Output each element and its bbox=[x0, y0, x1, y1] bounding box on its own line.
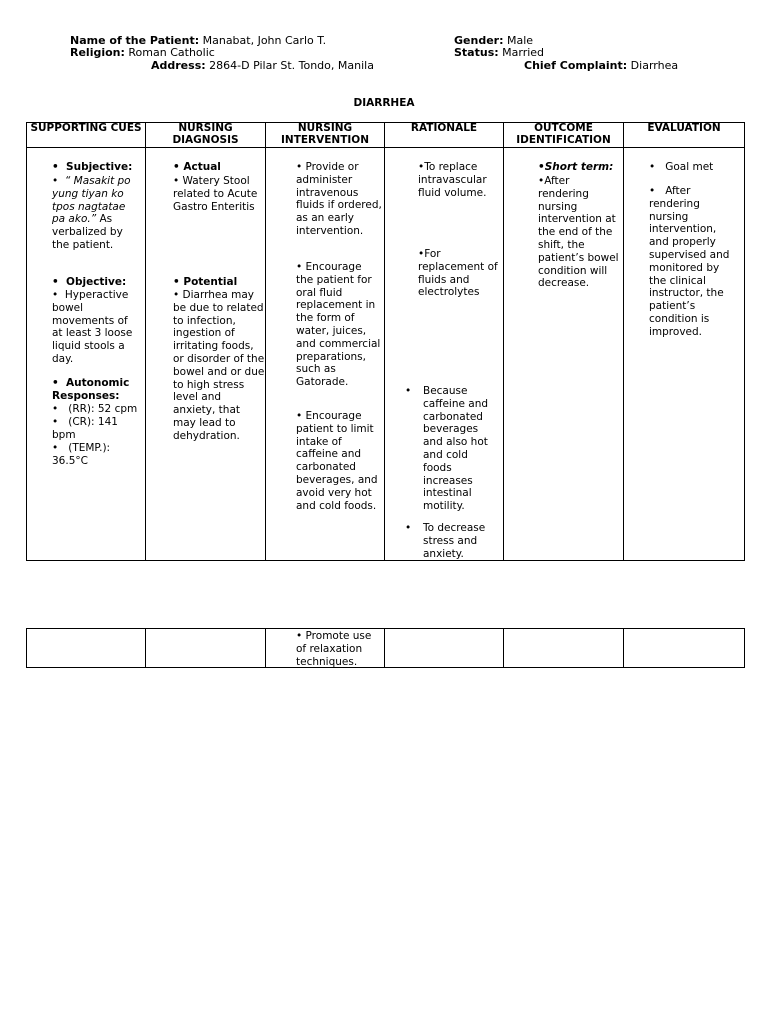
rationale-cell: •To replace intravascular fluid volume. •For replacement of fluids and electrolytes • Because caffeine and carbonated beverages and also hot and cold foods increases intestinal motility. • To decrease stress and anxiety. bbox=[385, 148, 504, 561]
objective-heading: • Objective: bbox=[52, 276, 127, 288]
patient-complaint-label: Chief Complaint: bbox=[524, 59, 628, 72]
patient-status-value: Married bbox=[502, 46, 545, 59]
outcome-text: •After rendering nursing intervention at the end of the shift, the patient’s bowel condition will decrease. bbox=[538, 175, 619, 290]
patient-status-label: Status: bbox=[454, 46, 499, 59]
patient-address-label: Address: bbox=[151, 59, 206, 72]
intervention-item-1: • Provide or administer intravenous fluids if ordered, as an early intervention. bbox=[296, 161, 382, 237]
outcome-cell-continued bbox=[504, 629, 624, 668]
short-term-heading: •Short term: bbox=[538, 161, 614, 173]
header-evaluation: EVALUATION bbox=[624, 123, 745, 148]
subjective-quote: “ Masakit po yung tiyan ko tpos nagtatae pa ako.” bbox=[52, 175, 131, 226]
patient-religion-line bbox=[70, 46, 215, 59]
evaluation-cell bbox=[624, 148, 745, 561]
rationale-item-2: •For replacement of fluids and electrolytes bbox=[418, 248, 498, 299]
patient-address-value: 2864-D Pilar St. Tondo, Manila bbox=[209, 59, 374, 72]
patient-complaint-value: Diarrhea bbox=[630, 59, 679, 72]
actual-heading: • Actual bbox=[173, 161, 221, 173]
cues-cell bbox=[27, 148, 146, 561]
subjective-text bbox=[52, 175, 138, 252]
actual-text: • Watery Stool related to Acute Gastro Enteritis bbox=[173, 175, 258, 213]
patient-address-line bbox=[151, 59, 374, 72]
outcome-cell bbox=[504, 148, 624, 561]
page-title: DIARRHEA bbox=[353, 97, 415, 109]
patient-religion-label: Religion: bbox=[70, 46, 125, 59]
care-plan-table bbox=[26, 122, 745, 561]
care-plan-continuation-table bbox=[26, 628, 745, 668]
vital-cr: • (CR): 141 bpm bbox=[52, 416, 118, 441]
table-header-row bbox=[27, 123, 745, 148]
cues-cell-continued bbox=[27, 629, 146, 668]
potential-text: • Diarrhea may be due to related to infection, ingestion of irritating foods, or disorder of the bowel and or due to high stress level and anxiety, that may lead to dehydration. bbox=[173, 289, 265, 442]
intervention-item-4: • Promote use of relaxation techniques. bbox=[296, 630, 372, 668]
intervention-cell bbox=[266, 148, 385, 561]
intervention-cell-continued bbox=[266, 629, 385, 668]
vital-temp: • (TEMP.): 36.5°C bbox=[52, 442, 111, 467]
header-nursing-intervention: NURSING INTERVENTION bbox=[266, 123, 385, 148]
vital-rr: • (RR): 52 cpm bbox=[52, 403, 138, 415]
evaluation-cell-continued bbox=[624, 629, 745, 668]
table-row bbox=[27, 629, 745, 668]
rationale-item-4: To decrease stress and anxiety. bbox=[423, 522, 486, 560]
evaluation-item-2: • After rendering nursing intervention, and properly supervised and monitored by the clinical instructor, the patient’s condition is improved. bbox=[649, 185, 730, 338]
rationale-cell-continued bbox=[385, 629, 504, 668]
intervention-item-3: • Encourage patient to limit intake of caffeine and carbonated beverages, and avoid very hot and cold foods. bbox=[296, 410, 378, 512]
subjective-heading: • Subjective: bbox=[52, 161, 133, 173]
autonomic-heading: • Autonomic Responses: bbox=[52, 377, 130, 402]
intervention-item-2: • Encourage the patient for oral fluid replacement in the form of water, juices, and commercial preparations, such as Gatorade. bbox=[296, 261, 381, 389]
evaluation-item-1: • Goal met bbox=[649, 161, 714, 173]
diagnosis-cell-continued bbox=[146, 629, 266, 668]
patient-name-label: Name of the Patient: bbox=[70, 34, 200, 47]
subjective-quote-bullet: • bbox=[52, 175, 59, 187]
patient-gender-label: Gender: bbox=[454, 34, 504, 47]
patient-complaint-line bbox=[524, 59, 678, 72]
diagnosis-cell bbox=[146, 148, 266, 561]
patient-gender-value: Male bbox=[506, 34, 534, 47]
table-row bbox=[27, 148, 745, 561]
potential-heading: • Potential bbox=[173, 276, 238, 288]
rationale-item-1: •To replace intravascular fluid volume. bbox=[418, 161, 487, 199]
header-rationale: RATIONALE bbox=[385, 123, 504, 148]
patient-religion-value: Roman Catholic bbox=[128, 46, 215, 59]
header-supporting-cues: SUPPORTING CUES bbox=[27, 123, 146, 148]
header-outcome-identification: OUTCOME IDENTIFICATION bbox=[504, 123, 624, 148]
rationale-item-3: Because caffeine and carbonated beverages and also hot and cold foods increases intestinal motility. bbox=[423, 385, 489, 513]
objective-text: • Hyperactive bowel movements of at least 3 loose liquid stools a day. bbox=[52, 289, 133, 365]
subjective-tail: As verbalized by the patient. bbox=[52, 213, 123, 251]
patient-name-value: Manabat, John Carlo T. bbox=[202, 34, 327, 47]
patient-status-line bbox=[454, 46, 544, 59]
header-nursing-diagnosis: NURSING DIAGNOSIS bbox=[146, 123, 266, 148]
